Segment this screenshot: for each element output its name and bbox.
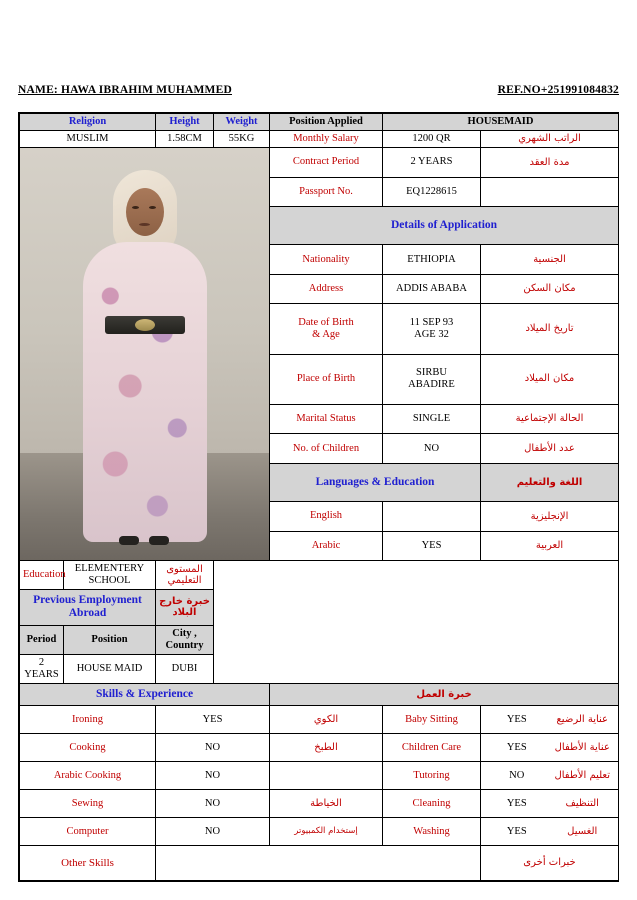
employment-title-row bbox=[20, 590, 619, 625]
value-tutoring bbox=[481, 762, 619, 790]
row-education bbox=[20, 561, 619, 590]
label-washing-ar: الغسيل bbox=[567, 825, 598, 837]
label-no-of-children: No. of Children bbox=[270, 434, 383, 463]
label-passport-no: Passport No. bbox=[270, 177, 383, 206]
label-arabic-ar: العربية bbox=[481, 531, 619, 561]
value-arabic-cooking: NO bbox=[156, 762, 270, 790]
section-title-details: Details of Application bbox=[270, 207, 619, 245]
label-english-ar: الإنجليزية bbox=[481, 502, 619, 531]
section-title-skills: Skills & Experience bbox=[20, 683, 270, 705]
value-passport-no: EQ1228615 bbox=[383, 177, 481, 206]
value-employment-position: HOUSE MAID bbox=[64, 654, 156, 683]
value-cooking: NO bbox=[156, 734, 270, 762]
skills-title-row bbox=[20, 683, 619, 705]
label-washing: Washing bbox=[383, 818, 481, 846]
label-monthly-salary-ar: الراتب الشهري bbox=[481, 131, 619, 148]
label-children-care-ar: عناية الأطفال bbox=[554, 741, 610, 753]
value-pob-line1: SIRBU bbox=[416, 367, 447, 379]
section-title-employment-ar: خبرة خارج البلاد bbox=[156, 590, 214, 625]
photo-mouth bbox=[139, 223, 150, 226]
value-place-of-birth bbox=[383, 354, 481, 404]
photo-shoe-right bbox=[149, 536, 169, 545]
skills-row bbox=[20, 706, 619, 734]
label-sewing-ar: الخياطة bbox=[270, 790, 383, 818]
label-place-of-birth-ar: مكان الميلاد bbox=[481, 354, 619, 404]
value-position-applied: HOUSEMAID bbox=[383, 114, 619, 131]
other-skills-row bbox=[20, 846, 619, 881]
section-title-employment: Previous Employment Abroad bbox=[20, 590, 156, 625]
label-other-skills-ar: خبرات أخرى bbox=[481, 846, 619, 881]
photo-image bbox=[20, 148, 269, 560]
photo-dress bbox=[83, 242, 207, 542]
label-nationality: Nationality bbox=[270, 245, 383, 274]
applicant-photo bbox=[20, 148, 270, 561]
label-arabic: Arabic bbox=[270, 531, 383, 561]
label-sewing: Sewing bbox=[20, 790, 156, 818]
value-marital-status: SINGLE bbox=[383, 404, 481, 433]
value-cleaning-text: YES bbox=[506, 797, 527, 809]
header-position: Position bbox=[64, 625, 156, 654]
photo-person bbox=[75, 170, 215, 550]
value-cleaning bbox=[481, 790, 619, 818]
top-header-row bbox=[20, 114, 619, 131]
label-cleaning: Cleaning bbox=[383, 790, 481, 818]
value-date-of-birth bbox=[383, 304, 481, 354]
section-title-languages: Languages & Education bbox=[270, 463, 481, 501]
label-english: English bbox=[270, 502, 383, 531]
value-baby-sitting bbox=[481, 706, 619, 734]
label-contract-period-ar: مدة العقد bbox=[481, 148, 619, 177]
value-children-care bbox=[481, 734, 619, 762]
value-ironing: YES bbox=[156, 706, 270, 734]
label-date-of-birth bbox=[270, 304, 383, 354]
value-arabic: YES bbox=[383, 531, 481, 561]
employment-header-row bbox=[20, 625, 619, 654]
photo-eye-right bbox=[149, 206, 156, 209]
label-education-ar: المستوى التعليمي bbox=[156, 561, 214, 590]
value-no-of-children: NO bbox=[383, 434, 481, 463]
label-arabic-cooking-ar bbox=[270, 762, 383, 790]
value-washing bbox=[481, 818, 619, 846]
reference-number: REF.NO+251991084832 bbox=[497, 84, 619, 96]
applicant-name: NAME: HAWA IBRAHIM MUHAMMED bbox=[18, 84, 232, 96]
value-computer: NO bbox=[156, 818, 270, 846]
label-nationality-ar: الجنسية bbox=[481, 245, 619, 274]
label-computer-ar: إستخدام الكمبيوتر bbox=[270, 818, 383, 846]
skills-row bbox=[20, 762, 619, 790]
value-other-skills bbox=[156, 846, 481, 881]
label-monthly-salary: Monthly Salary bbox=[270, 131, 383, 148]
label-date-of-birth-ar: تاريخ الميلاد bbox=[481, 304, 619, 354]
value-employment-city: DUBI bbox=[156, 654, 214, 683]
photo-eye-left bbox=[132, 206, 139, 209]
label-ironing: Ironing bbox=[20, 706, 156, 734]
value-height: 1.58CM bbox=[156, 131, 214, 148]
value-age: AGE 32 bbox=[414, 328, 449, 340]
section-title-languages-ar: اللغة والتعليم bbox=[481, 463, 619, 501]
label-children-care: Children Care bbox=[383, 734, 481, 762]
label-tutoring-ar: تعليم الأطفال bbox=[554, 769, 611, 781]
label-cooking: Cooking bbox=[20, 734, 156, 762]
skills-row bbox=[20, 790, 619, 818]
photo-face bbox=[126, 188, 164, 236]
label-passport-no-ar bbox=[481, 177, 619, 206]
section-title-skills-ar: خبرة العمل bbox=[270, 683, 619, 705]
value-employment-period: 2 YEARS bbox=[20, 654, 64, 683]
cv-sheet bbox=[18, 112, 619, 882]
skills-row bbox=[20, 818, 619, 846]
value-education-line1: ELEMENTERY bbox=[74, 563, 145, 575]
label-cleaning-ar: التنظيف bbox=[565, 797, 599, 809]
label-tutoring: Tutoring bbox=[383, 762, 481, 790]
value-education-line2: SCHOOL bbox=[88, 575, 131, 587]
value-baby-sitting-text: YES bbox=[506, 713, 527, 725]
header-period: Period bbox=[20, 625, 64, 654]
label-dob-line1: Date of Birth bbox=[298, 316, 354, 328]
value-english bbox=[383, 502, 481, 531]
contract-period-row bbox=[20, 148, 619, 177]
label-religion: Religion bbox=[20, 114, 156, 131]
value-nationality: ETHIOPIA bbox=[383, 245, 481, 274]
value-education bbox=[64, 561, 156, 590]
value-sewing: NO bbox=[156, 790, 270, 818]
value-monthly-salary: 1200 QR bbox=[383, 131, 481, 148]
label-education: Education bbox=[20, 561, 64, 590]
label-marital-status-ar: الحالة الإجتماعية bbox=[481, 404, 619, 433]
employment-row bbox=[20, 654, 619, 683]
value-children-care-text: YES bbox=[506, 741, 527, 753]
value-washing-text: YES bbox=[506, 825, 527, 837]
header-city-country: City , Country bbox=[156, 625, 214, 654]
value-religion: MUSLIM bbox=[20, 131, 156, 148]
label-marital-status: Marital Status bbox=[270, 404, 383, 433]
label-weight: Weight bbox=[214, 114, 270, 131]
label-place-of-birth: Place of Birth bbox=[270, 354, 383, 404]
label-position-applied: Position Applied bbox=[270, 114, 383, 131]
photo-belt-buckle bbox=[135, 319, 155, 331]
top-values-row bbox=[20, 131, 619, 148]
value-contract-period: 2 YEARS bbox=[383, 148, 481, 177]
label-other-skills: Other Skills bbox=[20, 846, 156, 881]
photo-shoe-left bbox=[119, 536, 139, 545]
label-baby-sitting-ar: عناية الرضيع bbox=[556, 713, 609, 725]
value-dob: 11 SEP 93 bbox=[409, 316, 454, 328]
label-address: Address bbox=[270, 274, 383, 303]
document-header bbox=[18, 84, 619, 96]
label-height: Height bbox=[156, 114, 214, 131]
label-no-of-children-ar: عدد الأطفال bbox=[481, 434, 619, 463]
label-ironing-ar: الكوي bbox=[270, 706, 383, 734]
label-cooking-ar: الطبخ bbox=[270, 734, 383, 762]
value-tutoring-text: NO bbox=[509, 769, 525, 781]
label-baby-sitting: Baby Sitting bbox=[383, 706, 481, 734]
label-arabic-cooking: Arabic Cooking bbox=[20, 762, 156, 790]
value-pob-line2: ABADIRE bbox=[408, 379, 455, 391]
value-address: ADDIS ABABA bbox=[383, 274, 481, 303]
main-table bbox=[19, 113, 619, 881]
skills-row bbox=[20, 734, 619, 762]
label-computer: Computer bbox=[20, 818, 156, 846]
label-contract-period: Contract Period bbox=[270, 148, 383, 177]
label-dob-line2: & Age bbox=[312, 328, 340, 340]
value-weight: 55KG bbox=[214, 131, 270, 148]
label-address-ar: مكان السكن bbox=[481, 274, 619, 303]
